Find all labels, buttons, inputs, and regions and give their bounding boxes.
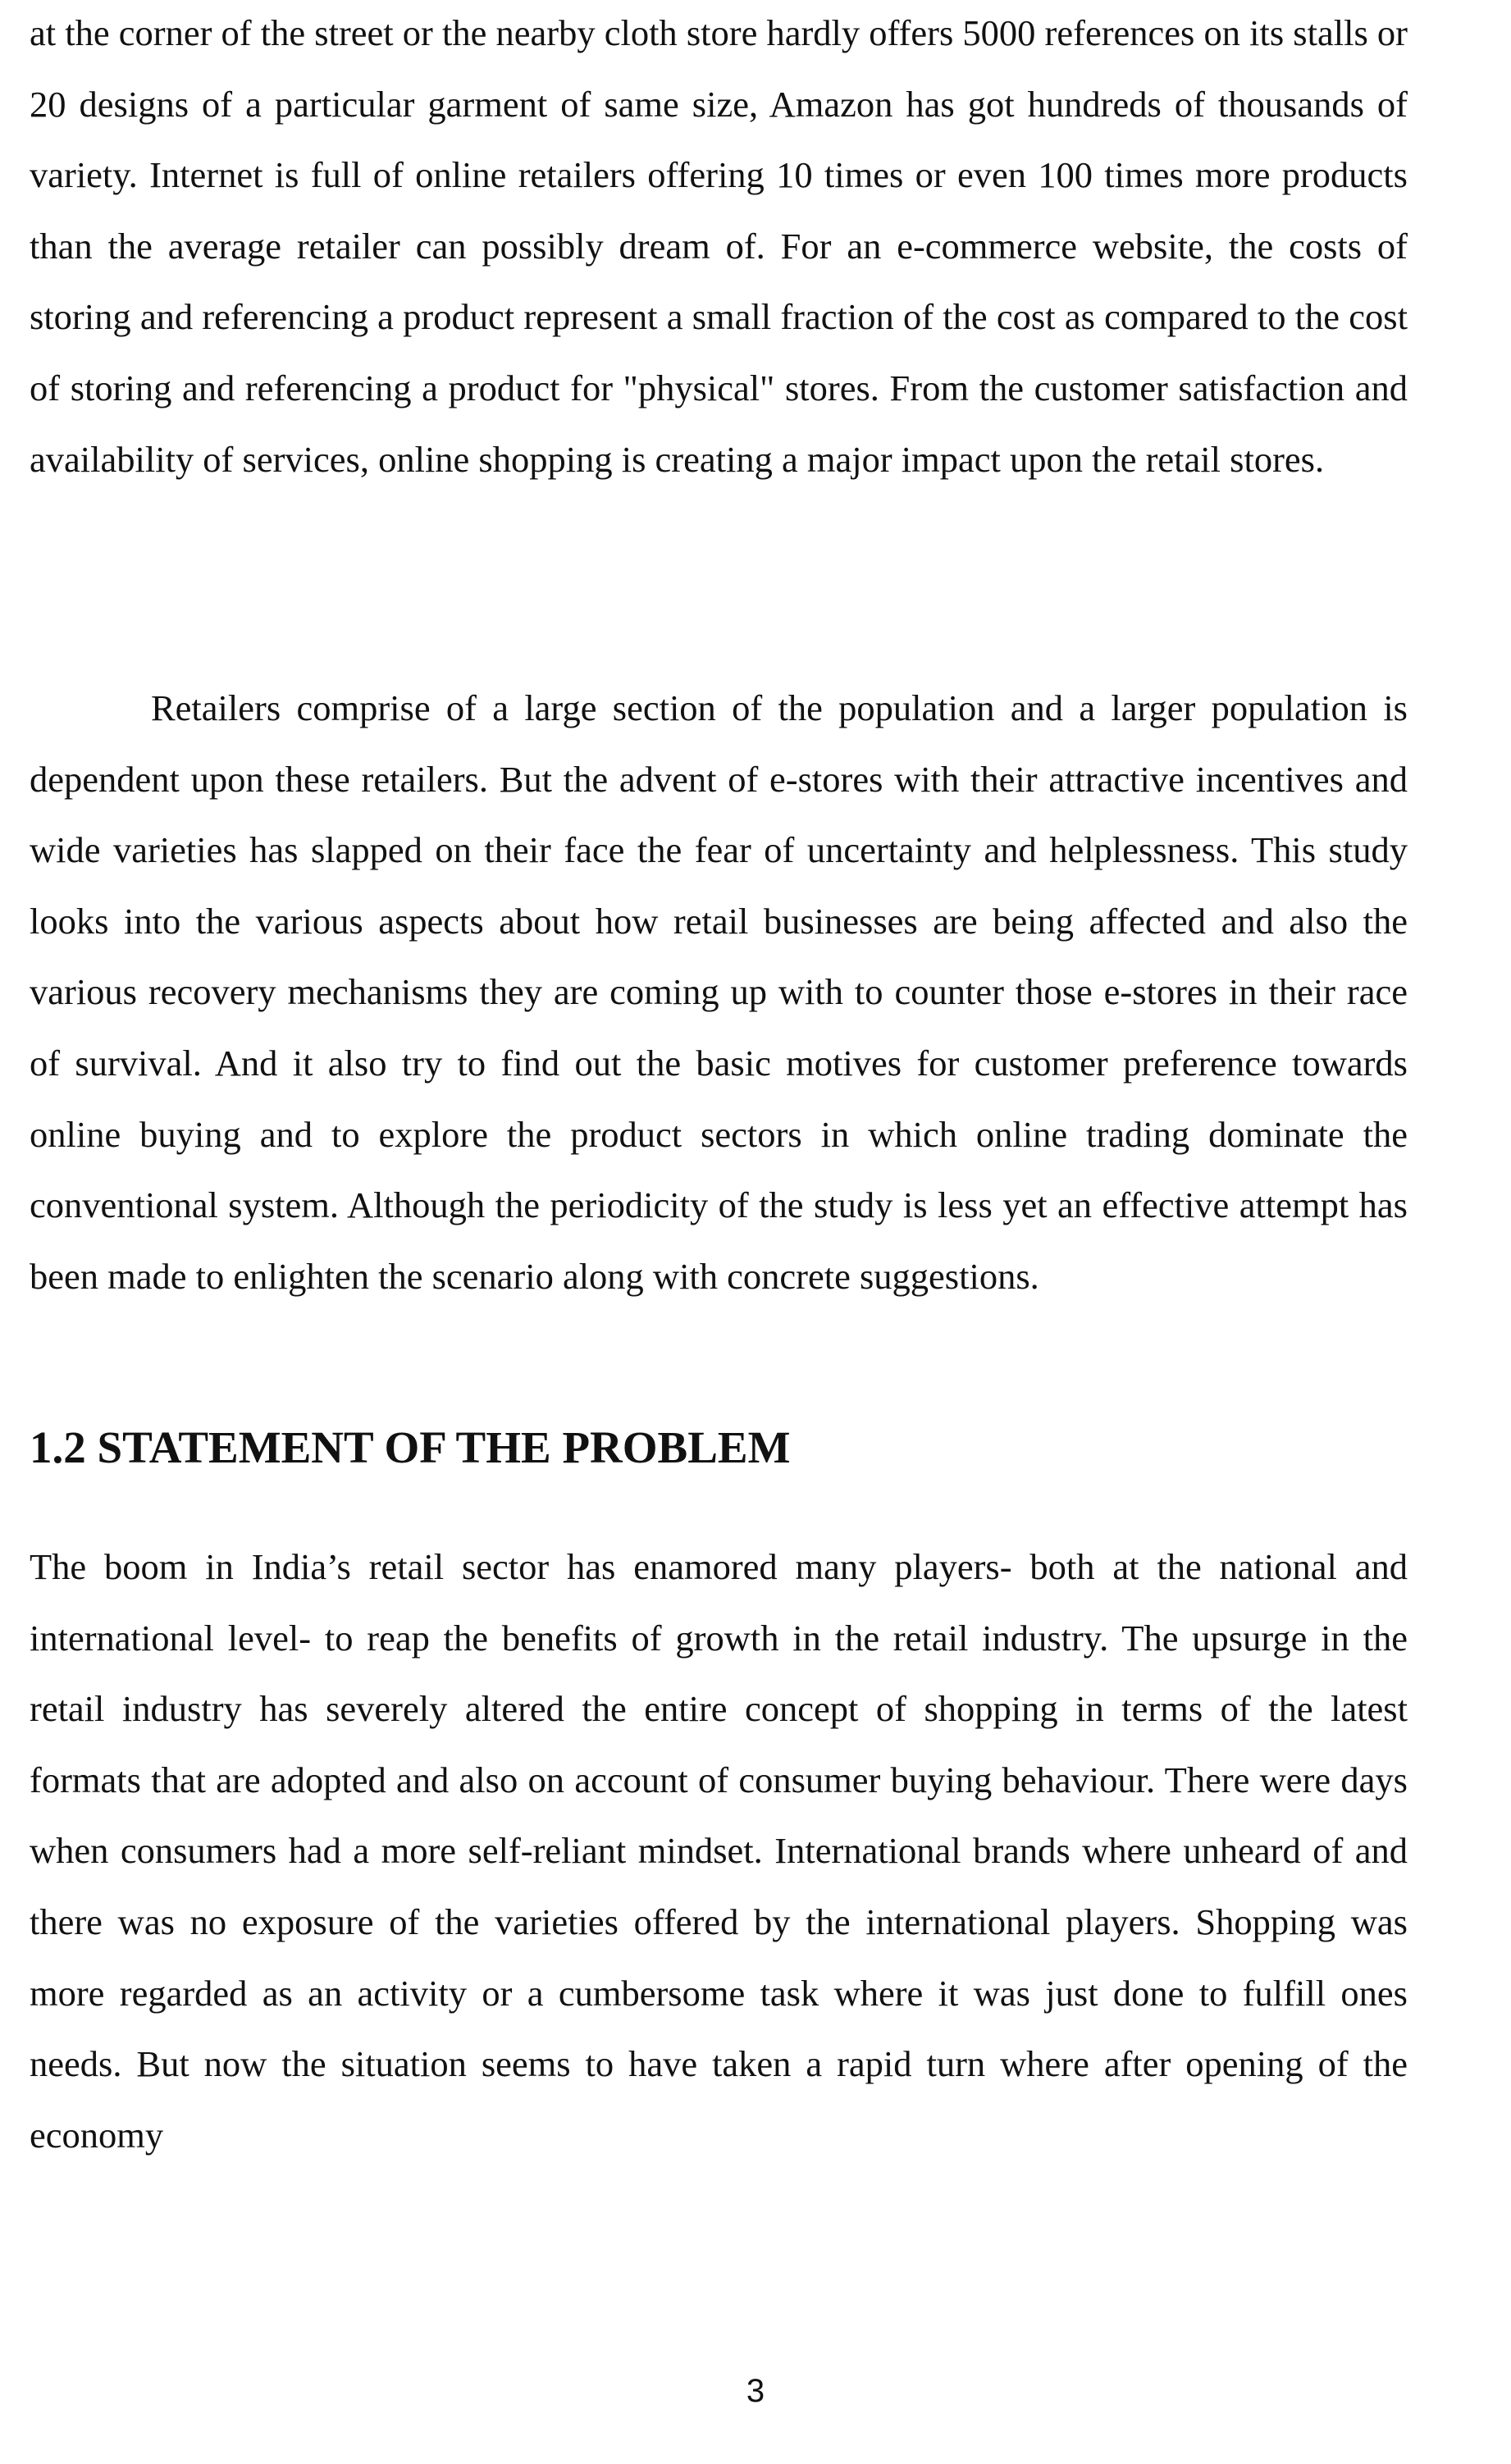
- body-paragraph: Retailers comprise of a large section of the population and a larger population is dependent upon these retailers. But the advent of e-stores with their attractive incentives and wide varieties has slapped on their face the fear of uncertainty and helplessness. This study looks into the various aspects about how retail businesses are being affected and also the various recovery mechanisms they are coming up with to counter those e-stores in their race of survival. And it also try to find out the basic motives for customer preference towards online buying and to explore the product sectors in which online trading dominate the conventional system. Although the periodicity of the study is less yet an effective attempt has been made to enlighten the scenario along with concrete suggestions.: [30, 687, 1408, 1297]
- body-paragraph: The boom in India’s retail sector has enamored many players- both at the national and international level- to reap the benefits of growth in the retail industry. The upsurge in the retail industry has severely altered the entire concept of shopping in terms of the latest formats that are adopted and also on account of consumer buying behaviour. There were days when consumers had a more self-reliant mindset. International brands where unheard of and there was no exposure of the varieties offered by the international players. Shopping was more regarded as an activity or a cumbersome task where it was just done to fulfill ones needs. But now the situation seems to have taken a rapid turn where after opening of the economy: [30, 1546, 1408, 2156]
- section-heading: 1.2 STATEMENT OF THE PROBLEM: [30, 1422, 791, 1472]
- page-number: 3: [746, 2373, 765, 2409]
- body-paragraph: at the corner of the street or the nearby cloth store hardly offers 5000 references on its stalls or 20 designs of a particular garment of same size, Amazon has got hundreds of thousands of variety. Internet is full of online retailers offering 10 times or even 100 times more products than the average retailer can possibly dream of. For an e-commerce website, the costs of storing and referencing a product represent a small fraction of the cost as compared to the cost of storing and referencing a product for "physical" stores. From the customer satisfaction and availability of services, online shopping is creating a major impact upon the retail stores.: [30, 12, 1408, 480]
